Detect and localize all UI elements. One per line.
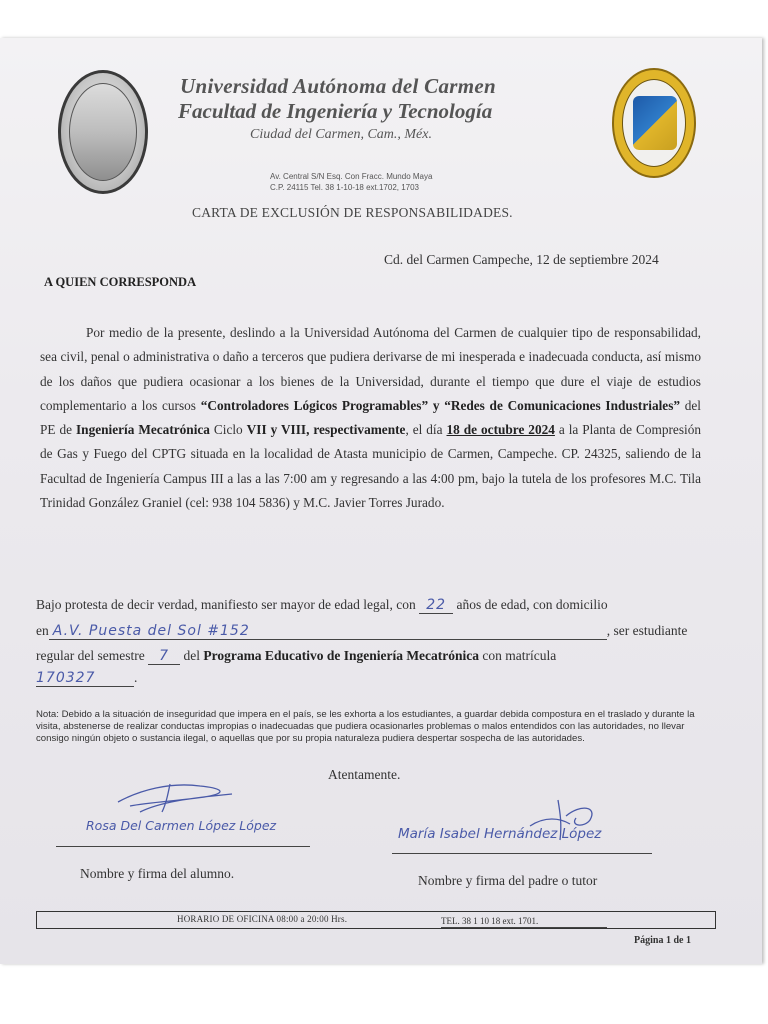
form-line-semester bbox=[36, 648, 704, 665]
age-field[interactable]: 22 bbox=[419, 597, 453, 614]
form-text: con matrícula bbox=[482, 648, 557, 663]
closing-text: Atentamente. bbox=[328, 767, 401, 782]
university-name: Universidad Autónoma del Carmen bbox=[180, 74, 496, 98]
address-line-1: Av. Central S/N Esq. Con Fracc. Mundo Maya bbox=[270, 172, 433, 181]
parent-name: María Isabel Hernández López bbox=[398, 826, 602, 842]
document-title: CARTA DE EXCLUSIÓN DE RESPONSABILIDADES. bbox=[192, 205, 513, 220]
student-signature-label: Nombre y firma del alumno. bbox=[80, 866, 235, 881]
footer-box bbox=[36, 911, 716, 929]
parent-signature-line bbox=[392, 853, 652, 854]
body-text-5: a la Planta de Compresión de Gas y Fuego del CPTG situada en la localidad de Atasta municipio de Carmen, Campeche. CP. 24325, saliendo de la Facultad de Ingeniería Campus III a las a las 7:00 am y regresando a las 4:00 pm, bajo la tutela de los profesores M.C. Tila Trinidad González Graniel (cel: 938 104 5836) y M.C. Javier Torres Jurado. bbox=[40, 422, 701, 511]
form-text: . bbox=[134, 670, 138, 685]
salutation: A QUIEN CORRESPONDA bbox=[44, 275, 197, 289]
emblem-core bbox=[633, 96, 677, 150]
faculty-name: Facultad de Ingeniería y Tecnología bbox=[178, 99, 493, 123]
body-text-2: del PE de bbox=[40, 397, 702, 438]
form-text: Bajo protesta de decir verdad, manifiesto ser mayor de edad legal, con bbox=[36, 597, 416, 612]
course-1: “Controladores Lógicos Programables” bbox=[200, 397, 429, 413]
body-text-3: Ciclo bbox=[209, 422, 247, 438]
footer-phone: TEL. 38 1 10 18 ext. 1701. bbox=[441, 916, 539, 926]
student-signature-scribble bbox=[110, 772, 240, 820]
form-line-address bbox=[36, 623, 704, 640]
and-text: y bbox=[428, 397, 445, 413]
course-2: “Redes de Comunicaciones Industriales” bbox=[444, 397, 681, 413]
note-paragraph: Nota: Debido a la situación de inseguridad que impera en el país, se les exhorta a los estudiantes, a guardar debida compostura en el traslado y durante la visita, abstenerse de realizar conductas impropias o inadecuadas que pudiera ocasionarles problemas o malos entendidos con las autoridades, no llevar consigo ningún objeto o sustancia ilegal, o aquellas que por su propia naturaleza pudiera despertar sospecha de las autoridades. bbox=[36, 709, 695, 745]
faculty-emblem-logo bbox=[612, 68, 696, 178]
program-label: Programa Educativo de Ingeniería Mecatrónica bbox=[203, 648, 480, 663]
student-name: Rosa Del Carmen López López bbox=[86, 818, 277, 833]
address-block bbox=[270, 171, 530, 193]
university-seal-logo bbox=[58, 70, 148, 194]
form-line-matricula bbox=[36, 670, 704, 687]
trip-date: 18 de octubre 2024 bbox=[446, 422, 555, 438]
cycles: VII y VIII, respectivamente bbox=[246, 422, 406, 438]
city-line: Ciudad del Carmen, Cam., Méx. bbox=[250, 127, 432, 142]
body-paragraph bbox=[40, 321, 701, 515]
student-signature-line bbox=[56, 846, 310, 847]
matricula-field[interactable]: 170327 bbox=[36, 670, 134, 687]
form-text: regular del semestre bbox=[36, 648, 145, 663]
program-name: Ingeniería Mecatrónica bbox=[76, 422, 210, 438]
body-text-1: Por medio de la presente, deslindo a la Universidad Autónoma del Carmen de cualquier tipo de responsabilidad, sea civil, penal o administrativa o daño a terceros que pudiera derivarse de mi inesperada e inadecuada conducta, así mismo de los daños que pudiera ocasionar a los bienes de la Universidad, durante el tiempo que dure el viaje de estudios complementario a los cursos bbox=[40, 325, 701, 413]
seal-landscape bbox=[69, 83, 137, 181]
semester-field[interactable]: 7 bbox=[148, 648, 180, 665]
body-text-4: , el día bbox=[405, 422, 447, 438]
date-line: Cd. del Carmen Campeche, 12 de septiembre 2024 bbox=[384, 252, 659, 267]
page-number: Página 1 de 1 bbox=[634, 935, 691, 946]
form-text: , ser estudiante bbox=[606, 623, 688, 638]
address-line-2: C.P. 24115 Tel. 38 1-10-18 ext.1702, 1703 bbox=[270, 183, 420, 192]
form-text: años de edad, con domicilio bbox=[456, 597, 608, 612]
footer-underline bbox=[441, 927, 607, 928]
emblem-ring bbox=[622, 79, 686, 167]
office-hours: HORARIO DE OFICINA 08:00 a 20:00 Hrs. bbox=[177, 914, 348, 924]
form-text: en bbox=[36, 623, 49, 638]
parent-signature-label: Nombre y firma del padre o tutor bbox=[418, 873, 598, 888]
form-text: del bbox=[183, 648, 200, 663]
address-field[interactable]: A.V. Puesta del Sol #152 bbox=[49, 623, 607, 640]
form-line-age bbox=[36, 597, 704, 614]
